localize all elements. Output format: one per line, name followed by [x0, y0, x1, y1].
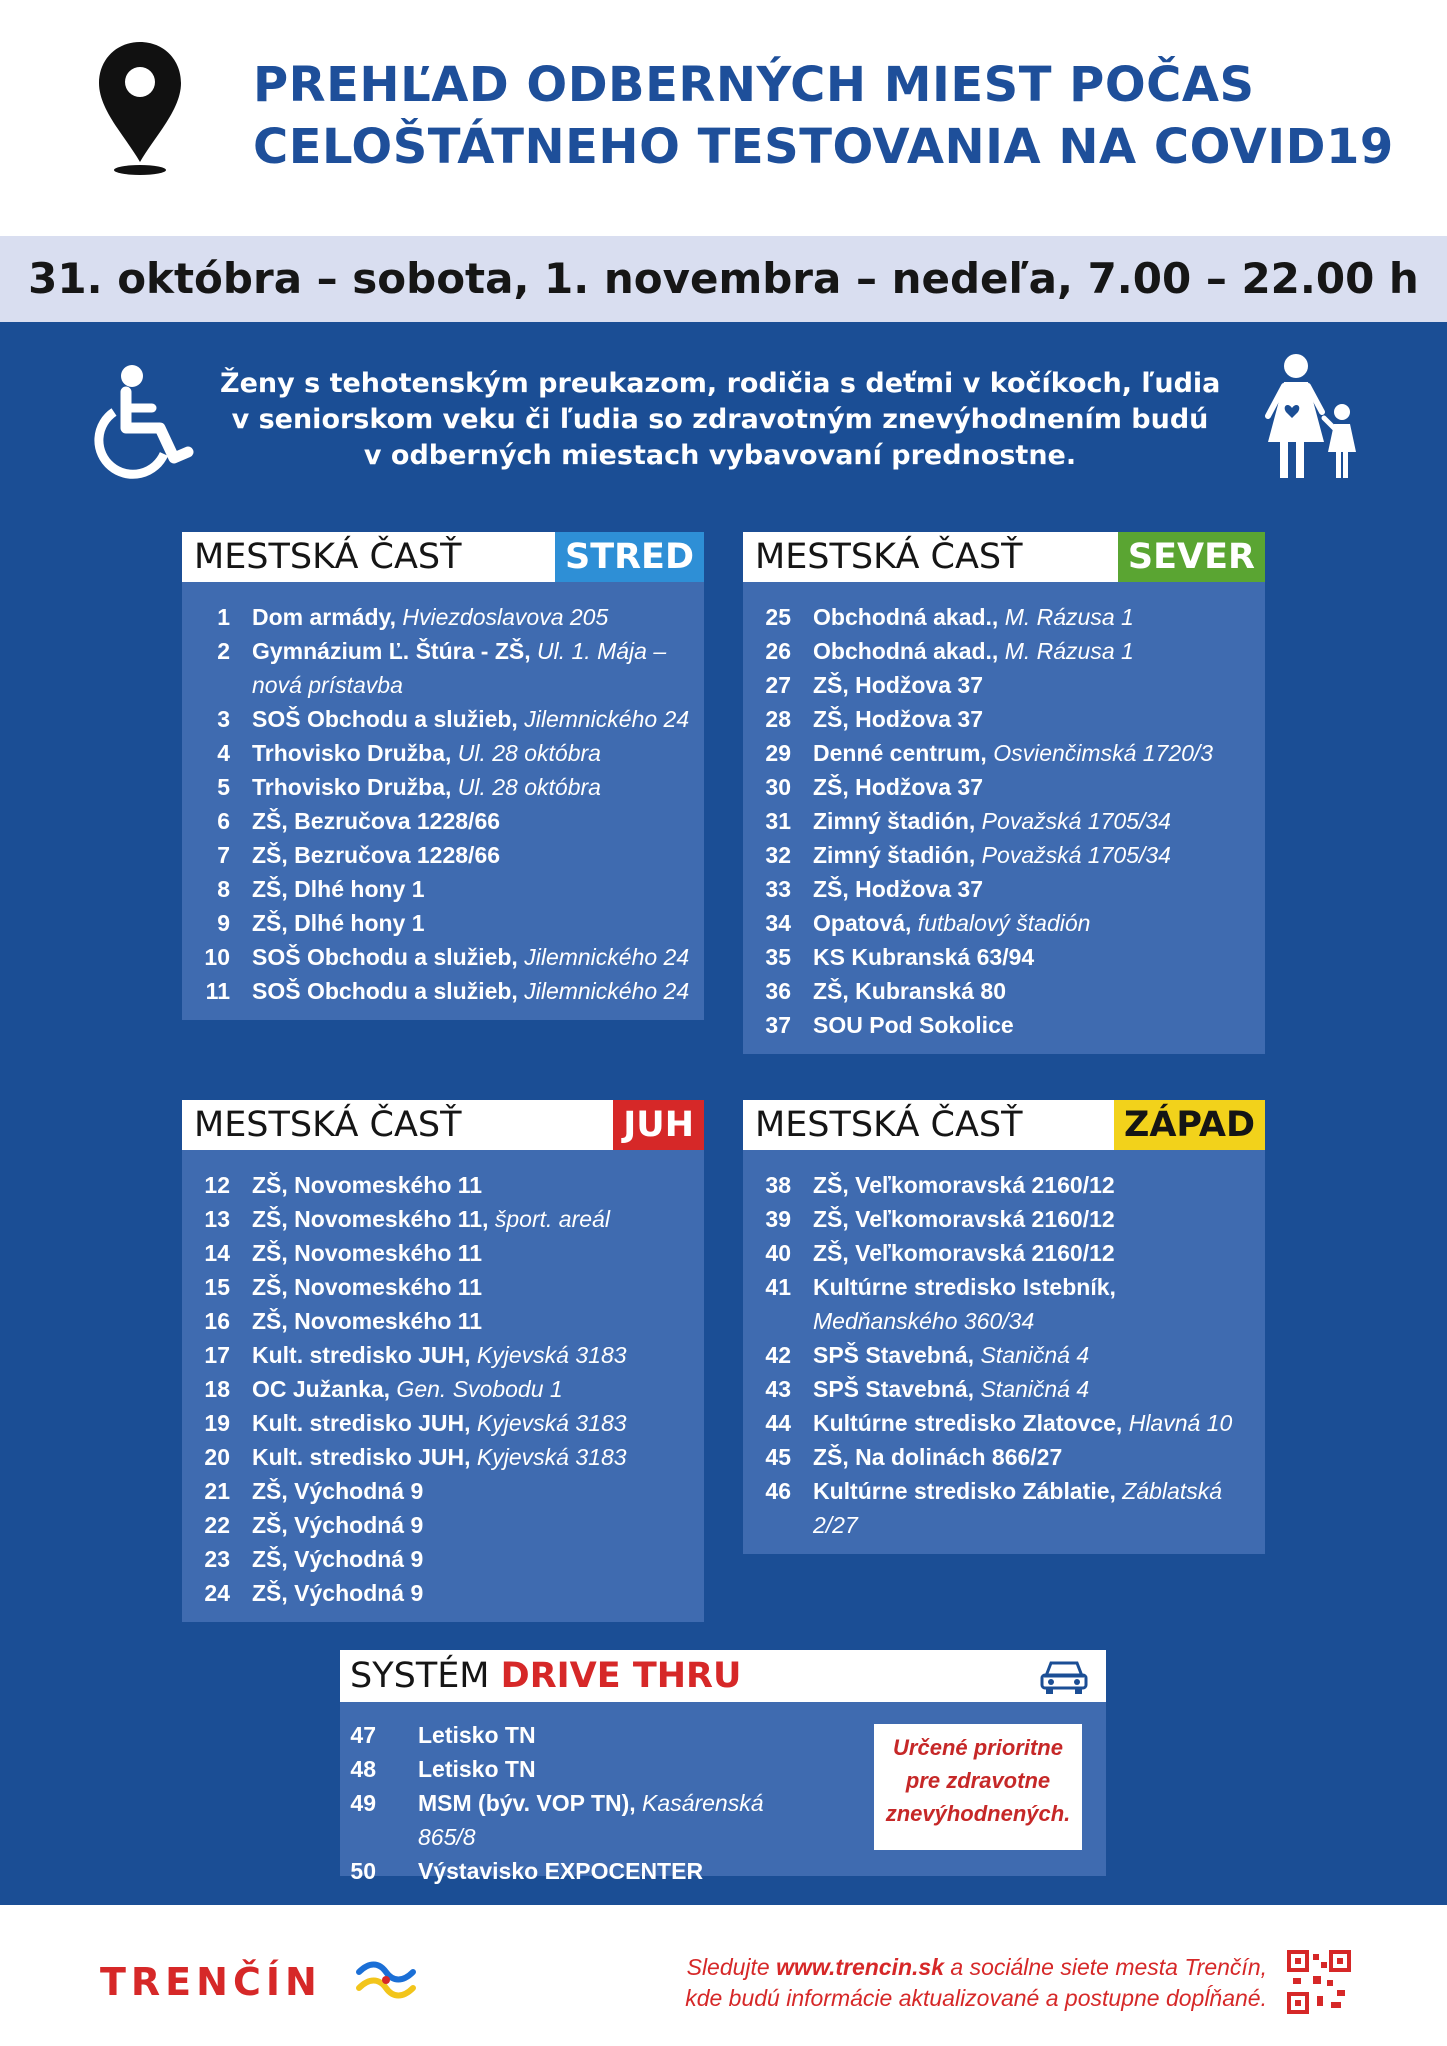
- page-title: [253, 54, 1394, 178]
- wheelchair-icon: [82, 362, 202, 482]
- item-name: ZŠ, Hodžova 37: [813, 774, 983, 800]
- item-number: 22: [204, 1512, 230, 1538]
- drive-thru-note: [874, 1724, 1082, 1850]
- item-number: 40: [765, 1240, 791, 1266]
- item-name: Kultúrne stredisko Zlatovce,: [813, 1410, 1123, 1436]
- list-item: [182, 1202, 704, 1236]
- drive-thru-header: [340, 1650, 1106, 1702]
- item-name: ZŠ, Hodžova 37: [813, 876, 983, 902]
- list-item: [743, 770, 1265, 804]
- item-number: 17: [204, 1342, 230, 1368]
- item-address: M. Rázusa 1: [998, 638, 1134, 664]
- item-address: Považská 1705/34: [975, 808, 1171, 834]
- item-name: ZŠ, Veľkomoravská 2160/12: [813, 1240, 1115, 1266]
- item-number: 7: [217, 842, 230, 868]
- item-address: Ul. 28 októbra: [451, 774, 601, 800]
- district-list: [182, 1150, 704, 1622]
- item-address: Hviezdoslavova 205: [396, 604, 609, 630]
- item-number: 12: [204, 1172, 230, 1198]
- list-item: [743, 1202, 1265, 1236]
- item-name: SOŠ Obchodu a služieb,: [252, 706, 518, 732]
- follow-line-2: kde budú informácie aktualizované a postupne dopĺňané.: [685, 1985, 1267, 2011]
- car-icon: [1038, 1656, 1090, 1696]
- item-number: 4: [217, 740, 230, 766]
- list-item: [340, 1854, 810, 1888]
- follow-notice: [685, 1952, 1267, 2014]
- item-number: 5: [217, 774, 230, 800]
- list-item: [182, 634, 704, 702]
- item-address: Kyjevská 3183: [470, 1410, 627, 1436]
- item-name: Denné centrum,: [813, 740, 987, 766]
- item-number: 41: [765, 1274, 791, 1300]
- district-tag: ZÁPAD: [1114, 1100, 1265, 1150]
- item-name: SOŠ Obchodu a služieb,: [252, 978, 518, 1004]
- note-line-3: znevýhodnených.: [885, 1801, 1071, 1826]
- item-number: 50: [350, 1858, 376, 1884]
- item-address: Ul. 28 októbra: [451, 740, 601, 766]
- list-item: [182, 702, 704, 736]
- item-name: OC Južanka,: [252, 1376, 391, 1402]
- main-panel: [0, 322, 1447, 1905]
- item-name: ZŠ, Hodžova 37: [813, 706, 983, 732]
- follow-pre: Sledujte: [686, 1954, 777, 1980]
- item-number: 19: [204, 1410, 230, 1436]
- item-number: 43: [765, 1376, 791, 1402]
- item-number: 49: [350, 1790, 376, 1816]
- district-list: [743, 1150, 1265, 1554]
- list-item: [182, 1508, 704, 1542]
- list-item: [182, 1576, 704, 1610]
- item-number: 31: [765, 808, 791, 834]
- item-name: ZŠ, Východná 9: [252, 1512, 424, 1538]
- district-header: [182, 1100, 704, 1150]
- item-name: ZŠ, Novomeského 11,: [252, 1206, 489, 1232]
- list-item: [743, 1440, 1265, 1474]
- list-item: [743, 1168, 1265, 1202]
- district-label: MESTSKÁ ČASŤ: [194, 1105, 462, 1145]
- drive-thru-panel: [340, 1650, 1106, 1884]
- list-item: [182, 906, 704, 940]
- header: [0, 0, 1447, 236]
- list-item: [182, 804, 704, 838]
- drive-thru-title-b: DRIVE THRU: [500, 1656, 742, 1696]
- list-item: [340, 1718, 810, 1752]
- item-number: 2: [217, 638, 230, 664]
- item-name: ZŠ, Východná 9: [252, 1478, 424, 1504]
- item-number: 48: [350, 1756, 376, 1782]
- district-label: MESTSKÁ ČASŤ: [194, 537, 462, 577]
- item-name: Zimný štadión,: [813, 808, 976, 834]
- item-name: Opatová,: [813, 910, 912, 936]
- item-name: Obchodná akad.,: [813, 604, 999, 630]
- item-number: 45: [765, 1444, 791, 1470]
- item-number: 20: [204, 1444, 230, 1470]
- item-address: M. Rázusa 1: [998, 604, 1134, 630]
- list-item: [182, 1338, 704, 1372]
- follow-url-link[interactable]: www.trencin.sk: [776, 1954, 944, 1980]
- item-address: Jilemnického 24: [517, 706, 690, 732]
- item-address: Staničná 4: [974, 1376, 1090, 1402]
- district-tag: STRED: [555, 532, 704, 582]
- item-name: Kult. stredisko JUH,: [252, 1410, 471, 1436]
- list-item: [182, 736, 704, 770]
- item-number: 44: [765, 1410, 791, 1436]
- item-name: Kult. stredisko JUH,: [252, 1342, 471, 1368]
- list-item: [743, 600, 1265, 634]
- item-number: 37: [765, 1012, 791, 1038]
- district-list: [743, 582, 1265, 1054]
- item-number: 30: [765, 774, 791, 800]
- district-stred: [182, 532, 704, 1020]
- item-name: ZŠ, Hodžova 37: [813, 672, 983, 698]
- district-label: MESTSKÁ ČASŤ: [755, 537, 1023, 577]
- item-name: SPŠ Stavebná,: [813, 1342, 975, 1368]
- list-item: [182, 940, 704, 974]
- list-item: [182, 1406, 704, 1440]
- item-number: 29: [765, 740, 791, 766]
- item-name: ZŠ, Bezručova 1228/66: [252, 808, 501, 834]
- item-name: SOŠ Obchodu a služieb,: [252, 944, 518, 970]
- item-name: MSM (býv. VOP TN),: [418, 1790, 636, 1816]
- list-item: [182, 1168, 704, 1202]
- list-item: [182, 1372, 704, 1406]
- item-name: Kultúrne stredisko Istebník,: [813, 1274, 1116, 1300]
- priority-notice: [220, 366, 1220, 474]
- item-name: Kultúrne stredisko Záblatie,: [813, 1478, 1116, 1504]
- priority-line-2: v seniorskom veku či ľudia so zdravotným znevýhodnením budú: [231, 404, 1209, 435]
- item-address: Gen. Svobodu 1: [390, 1376, 563, 1402]
- item-name: SOU Pod Sokolice: [813, 1012, 1014, 1038]
- list-item: [743, 804, 1265, 838]
- item-name: Letisko TN: [418, 1722, 536, 1748]
- item-name: Kult. stredisko JUH,: [252, 1444, 471, 1470]
- list-item: [743, 736, 1265, 770]
- item-name: ZŠ, Novomeského 11: [252, 1274, 483, 1300]
- item-name: ZŠ, Východná 9: [252, 1546, 424, 1572]
- item-name: ZŠ, Veľkomoravská 2160/12: [813, 1206, 1115, 1232]
- drive-thru-title: [350, 1650, 741, 1702]
- item-name: ZŠ, Novomeského 11: [252, 1308, 483, 1334]
- list-item: [182, 600, 704, 634]
- item-name: Výstavisko EXPOCENTER: [418, 1858, 704, 1884]
- district-list: [182, 582, 704, 1020]
- map-pin-icon: [95, 38, 185, 178]
- item-address: Staničná 4: [974, 1342, 1090, 1368]
- district-header: [743, 1100, 1265, 1150]
- list-item: [743, 1236, 1265, 1270]
- item-number: 3: [217, 706, 230, 732]
- district-header: [743, 532, 1265, 582]
- item-number: 42: [765, 1342, 791, 1368]
- item-number: 33: [765, 876, 791, 902]
- list-item: [182, 1270, 704, 1304]
- trencin-logo-text: TRENČÍN: [100, 1960, 322, 2004]
- item-number: 27: [765, 672, 791, 698]
- list-item: [182, 838, 704, 872]
- item-number: 16: [204, 1308, 230, 1334]
- item-name: ZŠ, Bezručova 1228/66: [252, 842, 501, 868]
- list-item: [743, 1338, 1265, 1372]
- list-item: [340, 1786, 810, 1854]
- item-number: 10: [204, 944, 230, 970]
- list-item: [743, 668, 1265, 702]
- item-address: Kyjevská 3183: [470, 1342, 627, 1368]
- item-number: 46: [765, 1478, 791, 1504]
- note-line-1: Určené prioritne: [893, 1735, 1063, 1760]
- item-number: 32: [765, 842, 791, 868]
- list-item: [743, 1008, 1265, 1042]
- item-number: 24: [204, 1580, 230, 1606]
- drive-thru-list: [340, 1718, 810, 1888]
- item-number: 39: [765, 1206, 791, 1232]
- trencin-logo-mark: [355, 1958, 417, 2002]
- district-header: [182, 532, 704, 582]
- item-name: Zimný štadión,: [813, 842, 976, 868]
- list-item: [182, 770, 704, 804]
- item-number: 15: [204, 1274, 230, 1300]
- item-number: 11: [205, 978, 230, 1004]
- priority-line-1: Ženy s tehotenským preukazom, rodičia s deťmi v kočíkoch, ľudia: [220, 368, 1221, 399]
- district-zapad: [743, 1100, 1265, 1554]
- list-item: [743, 974, 1265, 1008]
- list-item: [182, 1236, 704, 1270]
- item-name: ZŠ, Novomeského 11: [252, 1172, 483, 1198]
- item-number: 1: [217, 604, 230, 630]
- title-line-1: PREHĽAD ODBERNÝCH MIEST POČAS: [253, 57, 1255, 113]
- list-item: [182, 1542, 704, 1576]
- item-name: Letisko TN: [418, 1756, 536, 1782]
- list-item: [182, 1474, 704, 1508]
- item-name: Obchodná akad.,: [813, 638, 999, 664]
- item-name: KS Kubranská 63/94: [813, 944, 1035, 970]
- item-name: Dom armády,: [252, 604, 397, 630]
- item-number: 26: [765, 638, 791, 664]
- district-label: MESTSKÁ ČASŤ: [755, 1105, 1023, 1145]
- item-number: 36: [765, 978, 791, 1004]
- item-address: Ul. 1. Mája – nová prístavba: [252, 638, 667, 698]
- list-item: [743, 1474, 1265, 1542]
- list-item: [743, 906, 1265, 940]
- title-line-2: CELOŠTÁTNEHO TESTOVANIA NA COVID19: [253, 119, 1394, 175]
- list-item: [743, 838, 1265, 872]
- item-address: Záblatská 2/27: [813, 1478, 1223, 1538]
- item-number: 35: [765, 944, 791, 970]
- item-address: šport. areál: [488, 1206, 610, 1232]
- list-item: [743, 1406, 1265, 1440]
- list-item: [743, 872, 1265, 906]
- mother-child-icon: [1262, 352, 1362, 482]
- district-tag: SEVER: [1118, 532, 1265, 582]
- item-address: Jilemnického 24: [517, 978, 690, 1004]
- district-tag: JUH: [613, 1100, 704, 1150]
- item-number: 18: [204, 1376, 230, 1402]
- list-item: [743, 940, 1265, 974]
- item-name: ZŠ, Na dolinách 866/27: [813, 1444, 1063, 1470]
- drive-thru-title-a: SYSTÉM: [350, 1656, 501, 1696]
- item-number: 25: [765, 604, 791, 630]
- item-address: Medňanského 360/34: [813, 1308, 1035, 1334]
- item-address: Osvienčimská 1720/3: [986, 740, 1214, 766]
- district-sever: [743, 532, 1265, 1054]
- date-band: 31. októbra – sobota, 1. novembra – nedeľa, 7.00 – 22.00 h: [0, 236, 1447, 322]
- follow-post: a sociálne siete mesta Trenčín,: [944, 1954, 1267, 1980]
- list-item: [182, 1440, 704, 1474]
- list-item: [182, 872, 704, 906]
- item-number: 9: [217, 910, 230, 936]
- list-item: [340, 1752, 810, 1786]
- item-number: 14: [204, 1240, 230, 1266]
- item-address: Jilemnického 24: [517, 944, 690, 970]
- item-address: Hlavná 10: [1122, 1410, 1233, 1436]
- list-item: [182, 1304, 704, 1338]
- item-number: 28: [765, 706, 791, 732]
- item-number: 21: [204, 1478, 230, 1504]
- item-name: SPŠ Stavebná,: [813, 1376, 975, 1402]
- list-item: [743, 702, 1265, 736]
- item-number: 34: [765, 910, 791, 936]
- item-number: 8: [217, 876, 230, 902]
- priority-line-3: v odberných miestach vybavovaní prednostne.: [363, 440, 1077, 471]
- list-item: [743, 1270, 1265, 1338]
- item-address: Kasárenská 865/8: [418, 1790, 764, 1850]
- item-name: ZŠ, Novomeského 11: [252, 1240, 483, 1266]
- item-number: 13: [204, 1206, 230, 1232]
- item-number: 47: [350, 1722, 376, 1748]
- item-name: Trhovisko Družba,: [252, 740, 452, 766]
- item-name: ZŠ, Veľkomoravská 2160/12: [813, 1172, 1115, 1198]
- item-number: 23: [204, 1546, 230, 1572]
- item-name: Gymnázium Ľ. Štúra - ZŠ,: [252, 638, 531, 664]
- district-juh: [182, 1100, 704, 1622]
- item-number: 38: [765, 1172, 791, 1198]
- note-line-2: pre zdravotne: [905, 1768, 1051, 1793]
- item-number: 6: [217, 808, 230, 834]
- list-item: [743, 1372, 1265, 1406]
- item-name: ZŠ, Dlhé hony 1: [252, 876, 425, 902]
- list-item: [182, 974, 704, 1008]
- qr-code-icon[interactable]: [1287, 1950, 1351, 2014]
- item-address: futbalový štadión: [911, 910, 1091, 936]
- list-item: [743, 634, 1265, 668]
- item-address: Považská 1705/34: [975, 842, 1171, 868]
- item-name: ZŠ, Východná 9: [252, 1580, 424, 1606]
- item-name: ZŠ, Dlhé hony 1: [252, 910, 425, 936]
- item-address: Kyjevská 3183: [470, 1444, 627, 1470]
- item-name: Trhovisko Družba,: [252, 774, 452, 800]
- item-name: ZŠ, Kubranská 80: [813, 978, 1007, 1004]
